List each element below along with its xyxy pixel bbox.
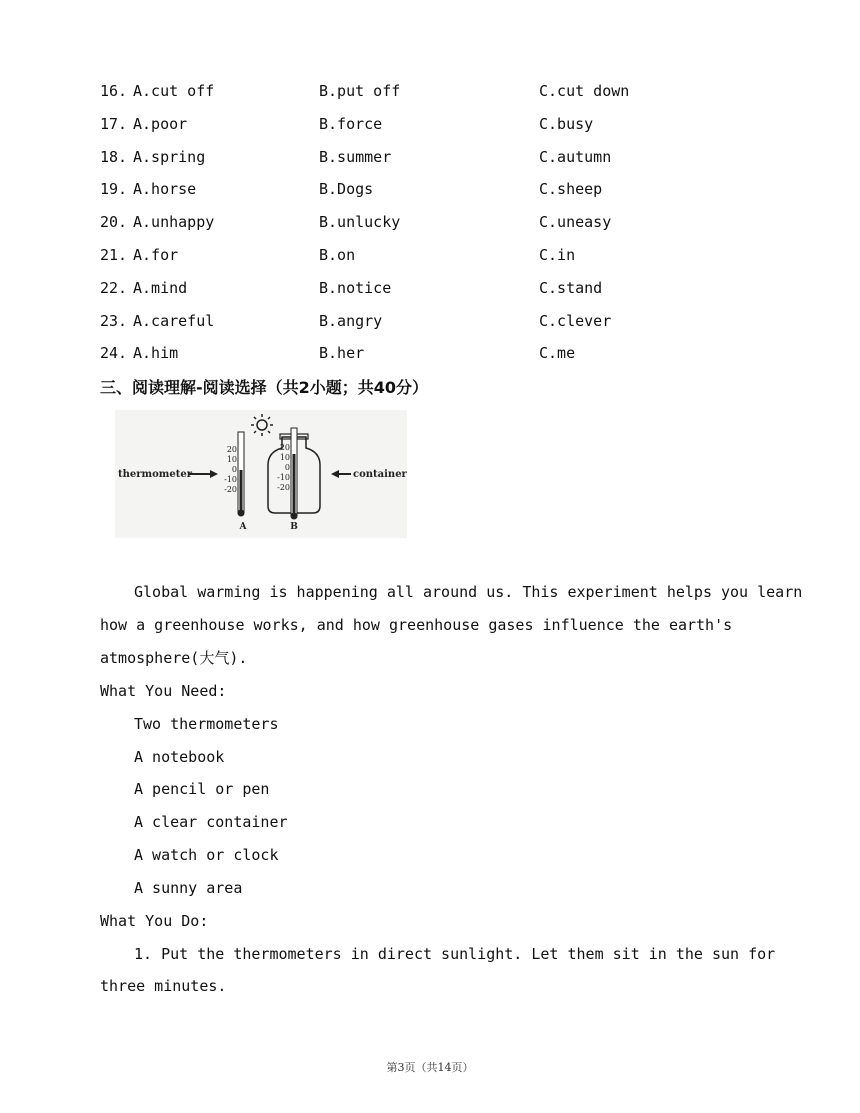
option-b: B.notice	[319, 279, 392, 297]
option-a: A.horse	[133, 180, 197, 198]
option-a: A.careful	[133, 312, 215, 330]
need-item: A watch or clock	[134, 846, 279, 864]
need-item: A sunny area	[134, 879, 243, 897]
option-c: C.busy	[539, 115, 594, 133]
section-title: 三、阅读理解-阅读选择（共2小题；共40分）	[100, 378, 429, 397]
option-b: B.summer	[319, 148, 392, 166]
option-c: C.cut down	[539, 82, 630, 100]
scale-b-tick: -20	[277, 483, 290, 492]
option-b: B.on	[319, 246, 356, 264]
passage-line: Global warming is happening all around us. This experiment helps you learn	[134, 583, 803, 601]
do-heading: What You Do:	[100, 912, 209, 930]
container-label: container	[353, 469, 407, 480]
option-a: A.unhappy	[133, 213, 215, 231]
question-number: 17.	[100, 115, 128, 133]
need-item: Two thermometers	[134, 715, 279, 733]
label-b: B	[290, 522, 298, 532]
question-number: 22.	[100, 279, 128, 297]
option-c: C.sheep	[539, 180, 603, 198]
scale-a-tick: 20	[226, 445, 237, 454]
scale-b-tick: -10	[277, 473, 290, 482]
option-c: C.in	[539, 246, 576, 264]
option-b: B.angry	[319, 312, 383, 330]
option-c: C.autumn	[539, 148, 612, 166]
passage-line: atmosphere(大气).	[100, 649, 248, 667]
option-c: C.stand	[539, 279, 603, 297]
option-a: A.him	[133, 344, 179, 362]
need-item: A notebook	[134, 748, 225, 766]
option-a: A.spring	[133, 148, 206, 166]
option-a: A.poor	[133, 115, 188, 133]
option-c: C.me	[539, 344, 576, 362]
scale-a-tick: -10	[224, 475, 237, 484]
thermometer-label: thermometer	[118, 469, 192, 480]
option-b: B.force	[319, 115, 383, 133]
label-a: A	[239, 522, 247, 532]
need-item: A pencil or pen	[134, 780, 270, 798]
scale-b-tick: 0	[284, 463, 290, 472]
question-number: 19.	[100, 180, 128, 198]
question-number: 23.	[100, 312, 128, 330]
step-line: three minutes.	[100, 977, 227, 995]
option-b: B.Dogs	[319, 180, 374, 198]
option-a: A.cut off	[133, 82, 215, 100]
question-number: 16.	[100, 82, 128, 100]
need-heading: What You Need:	[100, 682, 227, 700]
need-item: A clear container	[134, 813, 288, 831]
scale-b-tick: 10	[279, 453, 290, 462]
scale-a-tick: 10	[226, 455, 237, 464]
question-number: 18.	[100, 148, 128, 166]
option-c: C.uneasy	[539, 213, 612, 231]
option-c: C.clever	[539, 312, 612, 330]
scale-a-tick: -20	[224, 485, 237, 494]
option-a: A.for	[133, 246, 179, 264]
question-number: 21.	[100, 246, 128, 264]
question-number: 20.	[100, 213, 128, 231]
option-b: B.her	[319, 344, 365, 362]
option-b: B.unlucky	[319, 213, 401, 231]
page-footer: 第3页（共14页）	[386, 1061, 474, 1074]
experiment-figure	[115, 410, 407, 538]
option-b: B.put off	[319, 82, 401, 100]
question-number: 24.	[100, 344, 128, 362]
scale-b-tick: 20	[279, 443, 290, 452]
step-line: 1. Put the thermometers in direct sunlight. Let them sit in the sun for	[134, 945, 776, 963]
option-a: A.mind	[133, 279, 188, 297]
scale-a-tick: 0	[231, 465, 237, 474]
passage-line: how a greenhouse works, and how greenhouse gases influence the earth's	[100, 616, 733, 634]
